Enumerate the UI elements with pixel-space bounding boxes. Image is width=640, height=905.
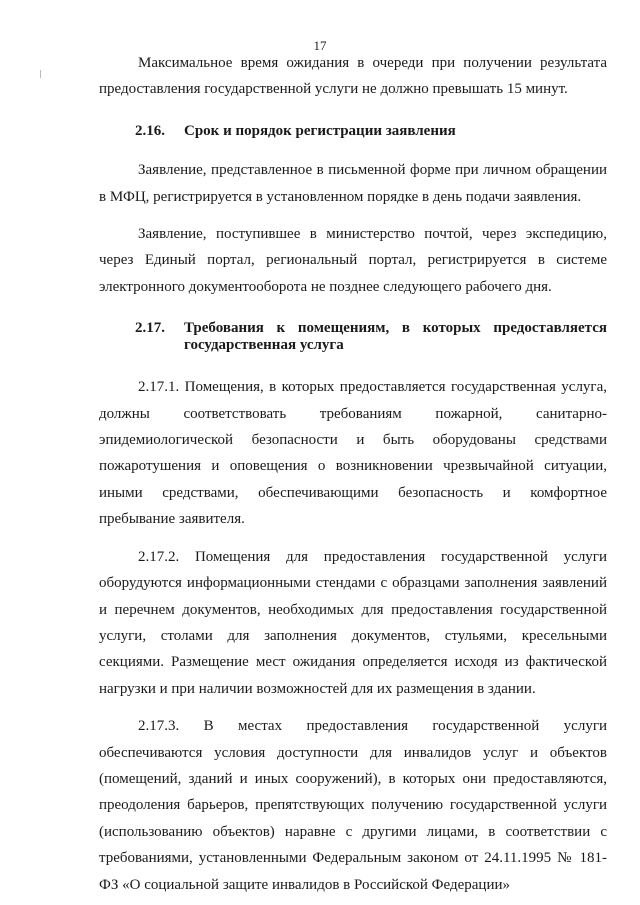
section-heading-2-17 [99, 320, 607, 354]
page-number: 17 [313, 38, 327, 53]
paragraph-2-17-1: 2.17.1. Помещения, в которых предоставляется государственная услуга, должны соответствовать требованиям пожарной, санитарно-эпидемиологической безопасности и быть оборудованы средствами пожаротушения и оповещения о возникновении чрезвычайной ситуации, иными средствами, обеспечивающими безопасность и комфортное пребывание заявителя. [99, 379, 607, 528]
paragraph-2-17-3: 2.17.3. В местах предоставления государственной услуги обеспечиваются условия доступности для инвалидов услуг и объектов (помещений, зданий и иных сооружений), в которых они предоставляются, преодоления барьеров, препятствующих получению государственной услуги (использованию объектов) наравне с другими лицами, в соответствии с требованиями, установленными Федеральным законом от 24.11.1995 № 181-ФЗ «О социальной защите инвалидов в Российской Федерации» [99, 718, 607, 893]
paragraph: Заявление, поступившее в министерство почтой, через экспедицию, через Единый портал, региональный портал, регистрируется в системе электронного документооборота не позднее следующего рабочего дня. [99, 226, 607, 295]
section-title: Требования к помещениям, в которых предоставляется государственная услуга [184, 320, 607, 354]
section-title: Срок и порядок регистрации заявления [184, 122, 456, 139]
paragraph-2-17-2: 2.17.2. Помещения для предоставления государственной услуги оборудуются информационными стендами с образцами заполнения заявлений и перечнем документов, необходимых для предоставления государственной услуги, столами для заполнения документов, стульями, кресельными секциями. Размещение мест ожидания определяется исходя из фактической нагрузки и при наличии возможностей для их размещения в здании. [99, 548, 607, 697]
paragraph: Заявление, представленное в письменной форме при личном обращении в МФЦ, регистрируется в установленном порядке в день подачи заявления. [99, 162, 607, 205]
section-number: 2.16. [135, 122, 165, 139]
section-heading-2-16 [99, 118, 607, 144]
section-number: 2.17. [135, 320, 165, 337]
document-body [99, 50, 607, 898]
margin-mark [40, 70, 41, 78]
paragraph-wait-time: Максимальное время ожидания в очереди при получении результата предоставления государственной услуги не должно превышать 15 минут. [99, 55, 607, 98]
